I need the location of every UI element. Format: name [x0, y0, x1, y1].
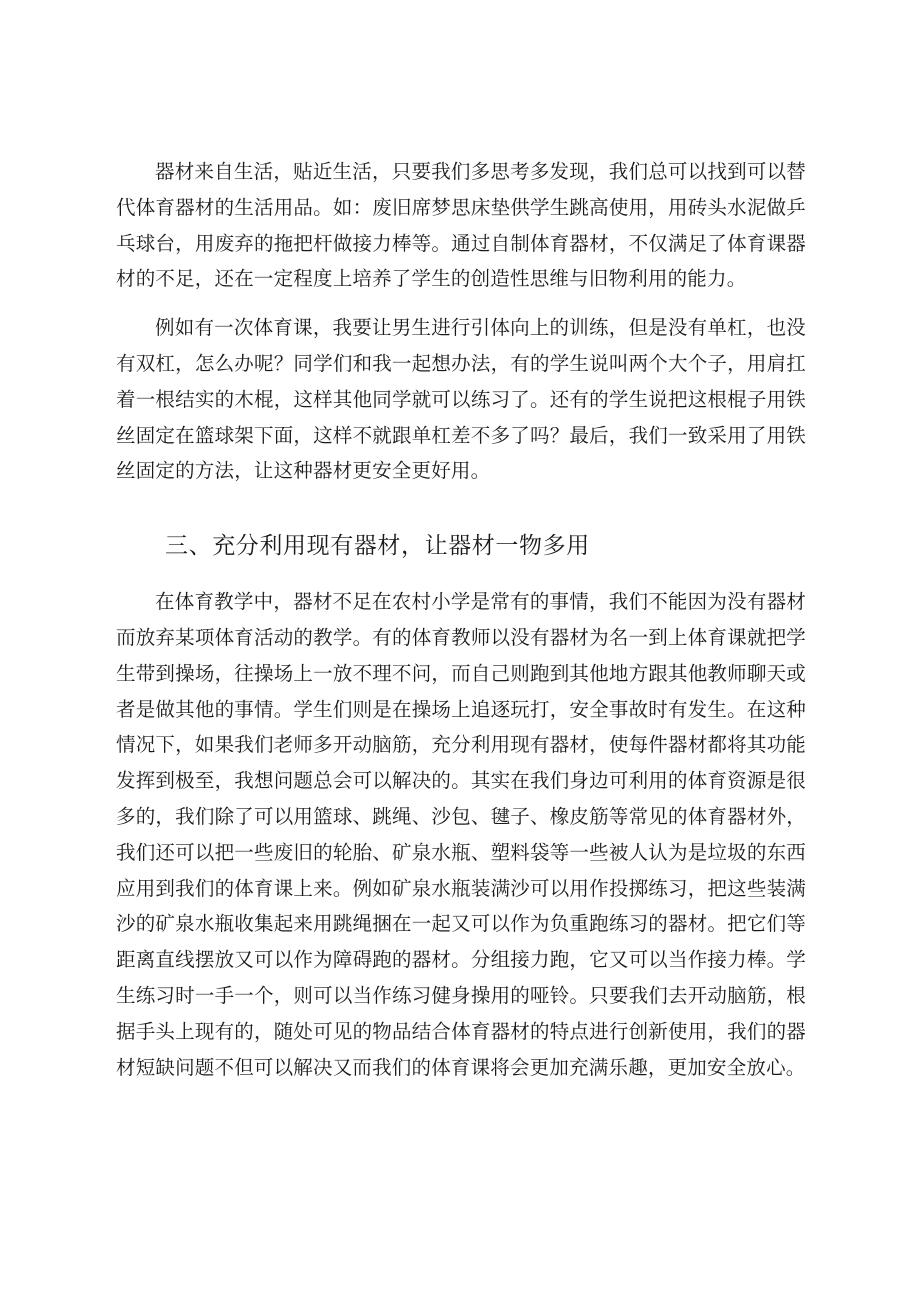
paragraph-multi-use-equipment: 在体育教学中，器材不足在农村小学是常有的事情，我们不能因为没有器材而放弃某项体育活动的教学。有的体育教师以没有器材为名一到上体育课就把学生带到操场，往操场上一放不理不问，而自己则跑到其他地方跟其他教师聊天或者是做其他的事情。学生们则是在操场上追逐玩打，安全事故时有发生。在这种情况下，如果我们老师多开动脑筋，充分利用现有器材，使每件器材都将其功能发挥到极至，我想问题总会可以解决的。其实在我们身边可利用的体育资源是很多的，我们除了可以用篮球、跳绳、沙包、毽子、橡皮筋等常见的体育器材外，我们还可以把一些废旧的轮胎、矿泉水瓶、塑料袋等一些被人认为是垃圾的东西应用到我们的体育课上来。例如矿泉水瓶装满沙可以用作投掷练习，把这些装满沙的矿泉水瓶收集起来用跳绳捆在一起又可以作为负重跑练习的器材。把它们等距离直线摆放又可以作为障碍跑的器材。分组接力跑，它又可以当作接力棒。学生练习时一手一个，则可以当作练习健身操用的哑铃。只要我们去开动脑筋，根据手头上现有的，随处可见的物品结合体育器材的特点进行创新使用，我们的器材短缺问题不但可以解决又而我们的体育课将会更加充满乐趣，更加安全放心。 [116, 590, 806, 1079]
paragraph-pull-up-example: 例如有一次体育课，我要让男生进行引体向上的训练，但是没有单杠，也没有双杠，怎么办呢？同学们和我一起想办法，有的学生说叫两个大个子，用肩扛着一根结实的木棍，这样其他同学就可以练习了。还有的学生说把这根棍子用铁丝固定在篮球架下面，这样不就跟单杠差不多了吗？最后，我们一致采用了用铁丝固定的方法，让这种器材更安全更好用。 [116, 316, 806, 483]
document-body [116, 154, 806, 1085]
section-heading: 三、充分利用现有器材，让器材一物多用 [165, 533, 590, 560]
paragraph-homemade-equipment: 器材来自生活，贴近生活，只要我们多思考多发现，我们总可以找到可以替代体育器材的生活用品。如：废旧席梦思床垫供学生跳高使用，用砖头水泥做乒乓球台，用废弃的拖把杆做接力棒等。通过自制体育器材，不仅满足了体育课器材的不足，还在一定程度上培养了学生的创造性思维与旧物利用的能力。 [116, 160, 806, 291]
